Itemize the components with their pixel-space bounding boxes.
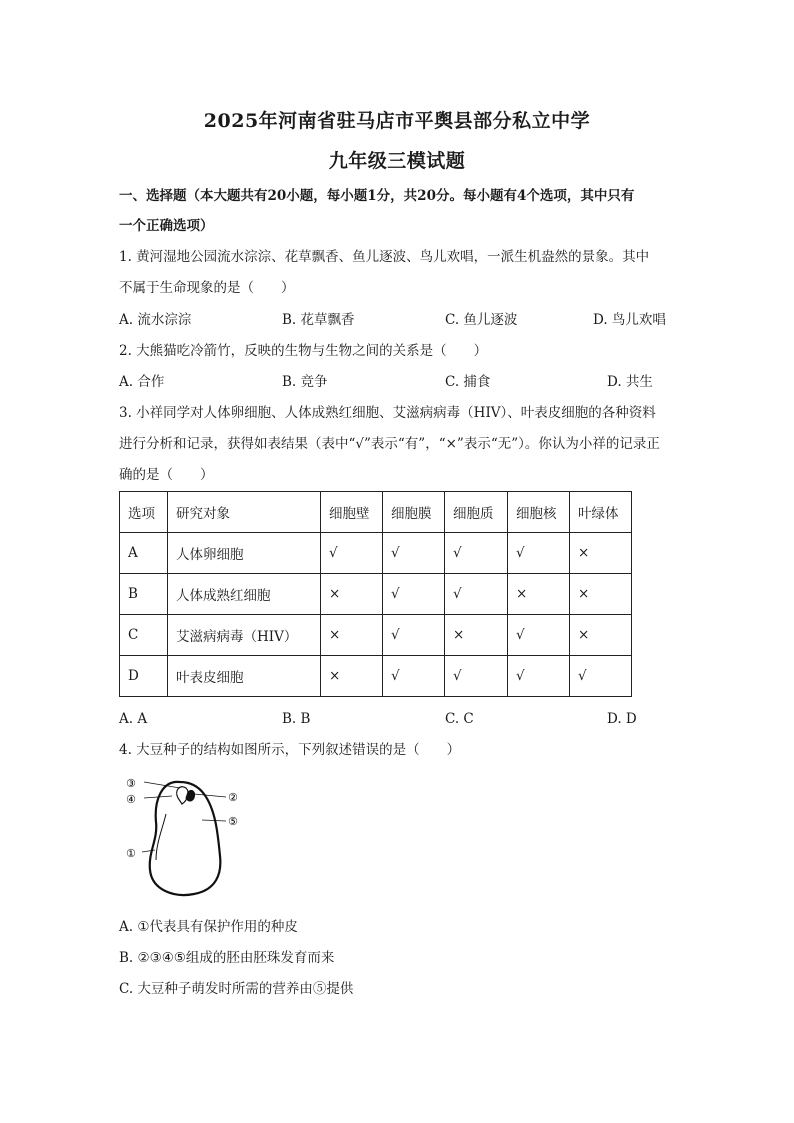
table-cell: × [508,574,570,615]
q4-option-b: B. ②③④⑤组成的胚由胚珠发育而来 [119,950,335,966]
cell-comparison-table [119,491,632,697]
table-cell: A [120,533,168,574]
q1-option-a: A. 流水淙淙 [119,312,192,328]
table-row [120,574,632,615]
table-cell: √ [445,533,508,574]
leader-line-2 [194,794,226,797]
figure-label-4: ④ [126,793,136,806]
q1-option-b: B. 花草飘香 [282,312,355,328]
q2-option-d: D. 共生 [607,374,653,390]
q3-option-c: C. C [445,711,474,727]
table-cell: √ [321,533,383,574]
table-cell: √ [383,574,445,615]
q3-option-a: A. A [119,711,148,727]
q4-option-a: A. ①代表具有保护作用的种皮 [119,919,298,935]
table-header-cell: 选项 [120,492,168,533]
table-cell: √ [508,615,570,656]
question-3-text-cont: 进行分析和记录，获得如表结果（表中“√”表示“有”，“×”表示“无”）。你认为小祥的记录正 [119,436,660,452]
soybean-seed-figure [122,770,262,905]
figure-label-2: ② [228,791,238,804]
table-cell: × [570,574,632,615]
table-header-cell: 叶绿体 [570,492,632,533]
table-row [120,615,632,656]
question-4-text: 4. 大豆种子的结构如图所示，下列叙述错误的是（ ） [119,742,461,758]
q1-option-d: D. 鸟儿欢唱 [593,312,666,328]
table-cell: √ [383,533,445,574]
table-cell: D [120,656,168,697]
table-cell: 人体成熟红细胞 [168,574,321,615]
table-cell: C [120,615,168,656]
q3-option-b: B. B [282,711,311,727]
q2-option-a: A. 合作 [119,374,165,390]
table-row [120,533,632,574]
figure-label-3: ③ [126,777,136,790]
table-cell: × [321,574,383,615]
table-header-cell: 细胞质 [445,492,508,533]
exam-title: 2025年河南省驻马店市平舆县部分私立中学 [203,110,591,132]
q2-option-b: B. 竞争 [282,374,328,390]
figure-label-5: ⑤ [228,815,238,828]
radicle-shape [186,790,195,801]
table-header-cell: 研究对象 [168,492,321,533]
section-heading: 一、选择题（本大题共有20小题，每小题1分，共20分。每小题有4个选项，其中只有 [119,188,635,204]
table-cell: × [321,615,383,656]
question-1-text: 1. 黄河湿地公园流水淙淙、花草飘香、鱼儿逐波、鸟儿欢唱，一派生机盎然的景象。其中 [119,249,650,265]
table-cell: 叶表皮细胞 [168,656,321,697]
question-2-text: 2. 大熊猫吃冷箭竹，反映的生物与生物之间的关系是（ ） [119,343,488,359]
question-3-text-cont2: 确的是（ ） [119,467,214,483]
table-cell: √ [508,533,570,574]
q3-option-d: D. D [607,711,637,727]
leader-line-1 [142,850,155,852]
table-header-cell: 细胞膜 [383,492,445,533]
seed-coat-outline [150,782,221,895]
figure-label-1: ① [126,847,136,860]
table-cell: √ [383,615,445,656]
table-header-row [120,492,632,533]
table-cell: × [570,615,632,656]
section-heading-cont: 一个正确选项） [119,218,214,234]
seed-inner-line [156,814,166,860]
table-cell: √ [508,656,570,697]
table-cell: × [570,533,632,574]
table-cell: × [445,615,508,656]
question-1-text-cont: 不属于生命现象的是（ ） [119,280,295,296]
table-cell: √ [570,656,632,697]
table-cell: 人体卵细胞 [168,533,321,574]
table-cell: √ [383,656,445,697]
q2-option-c: C. 捕食 [445,374,491,390]
table-cell: × [321,656,383,697]
q4-option-c: C. 大豆种子萌发时所需的营养由⑤提供 [119,981,354,997]
leader-line-5 [202,820,226,821]
table-cell: √ [445,574,508,615]
table-cell: 艾滋病病毒（HIV） [168,615,321,656]
table-cell: √ [445,656,508,697]
table-header-cell: 细胞壁 [321,492,383,533]
q1-option-c: C. 鱼儿逐波 [445,312,518,328]
table-row [120,656,632,697]
question-3-text: 3. 小祥同学对人体卵细胞、人体成熟红细胞、艾滋病病毒（HIV）、叶表皮细胞的各种资料 [119,405,656,421]
exam-subtitle: 九年级三模试题 [328,150,466,172]
table-header-cell: 细胞核 [508,492,570,533]
table-cell: B [120,574,168,615]
